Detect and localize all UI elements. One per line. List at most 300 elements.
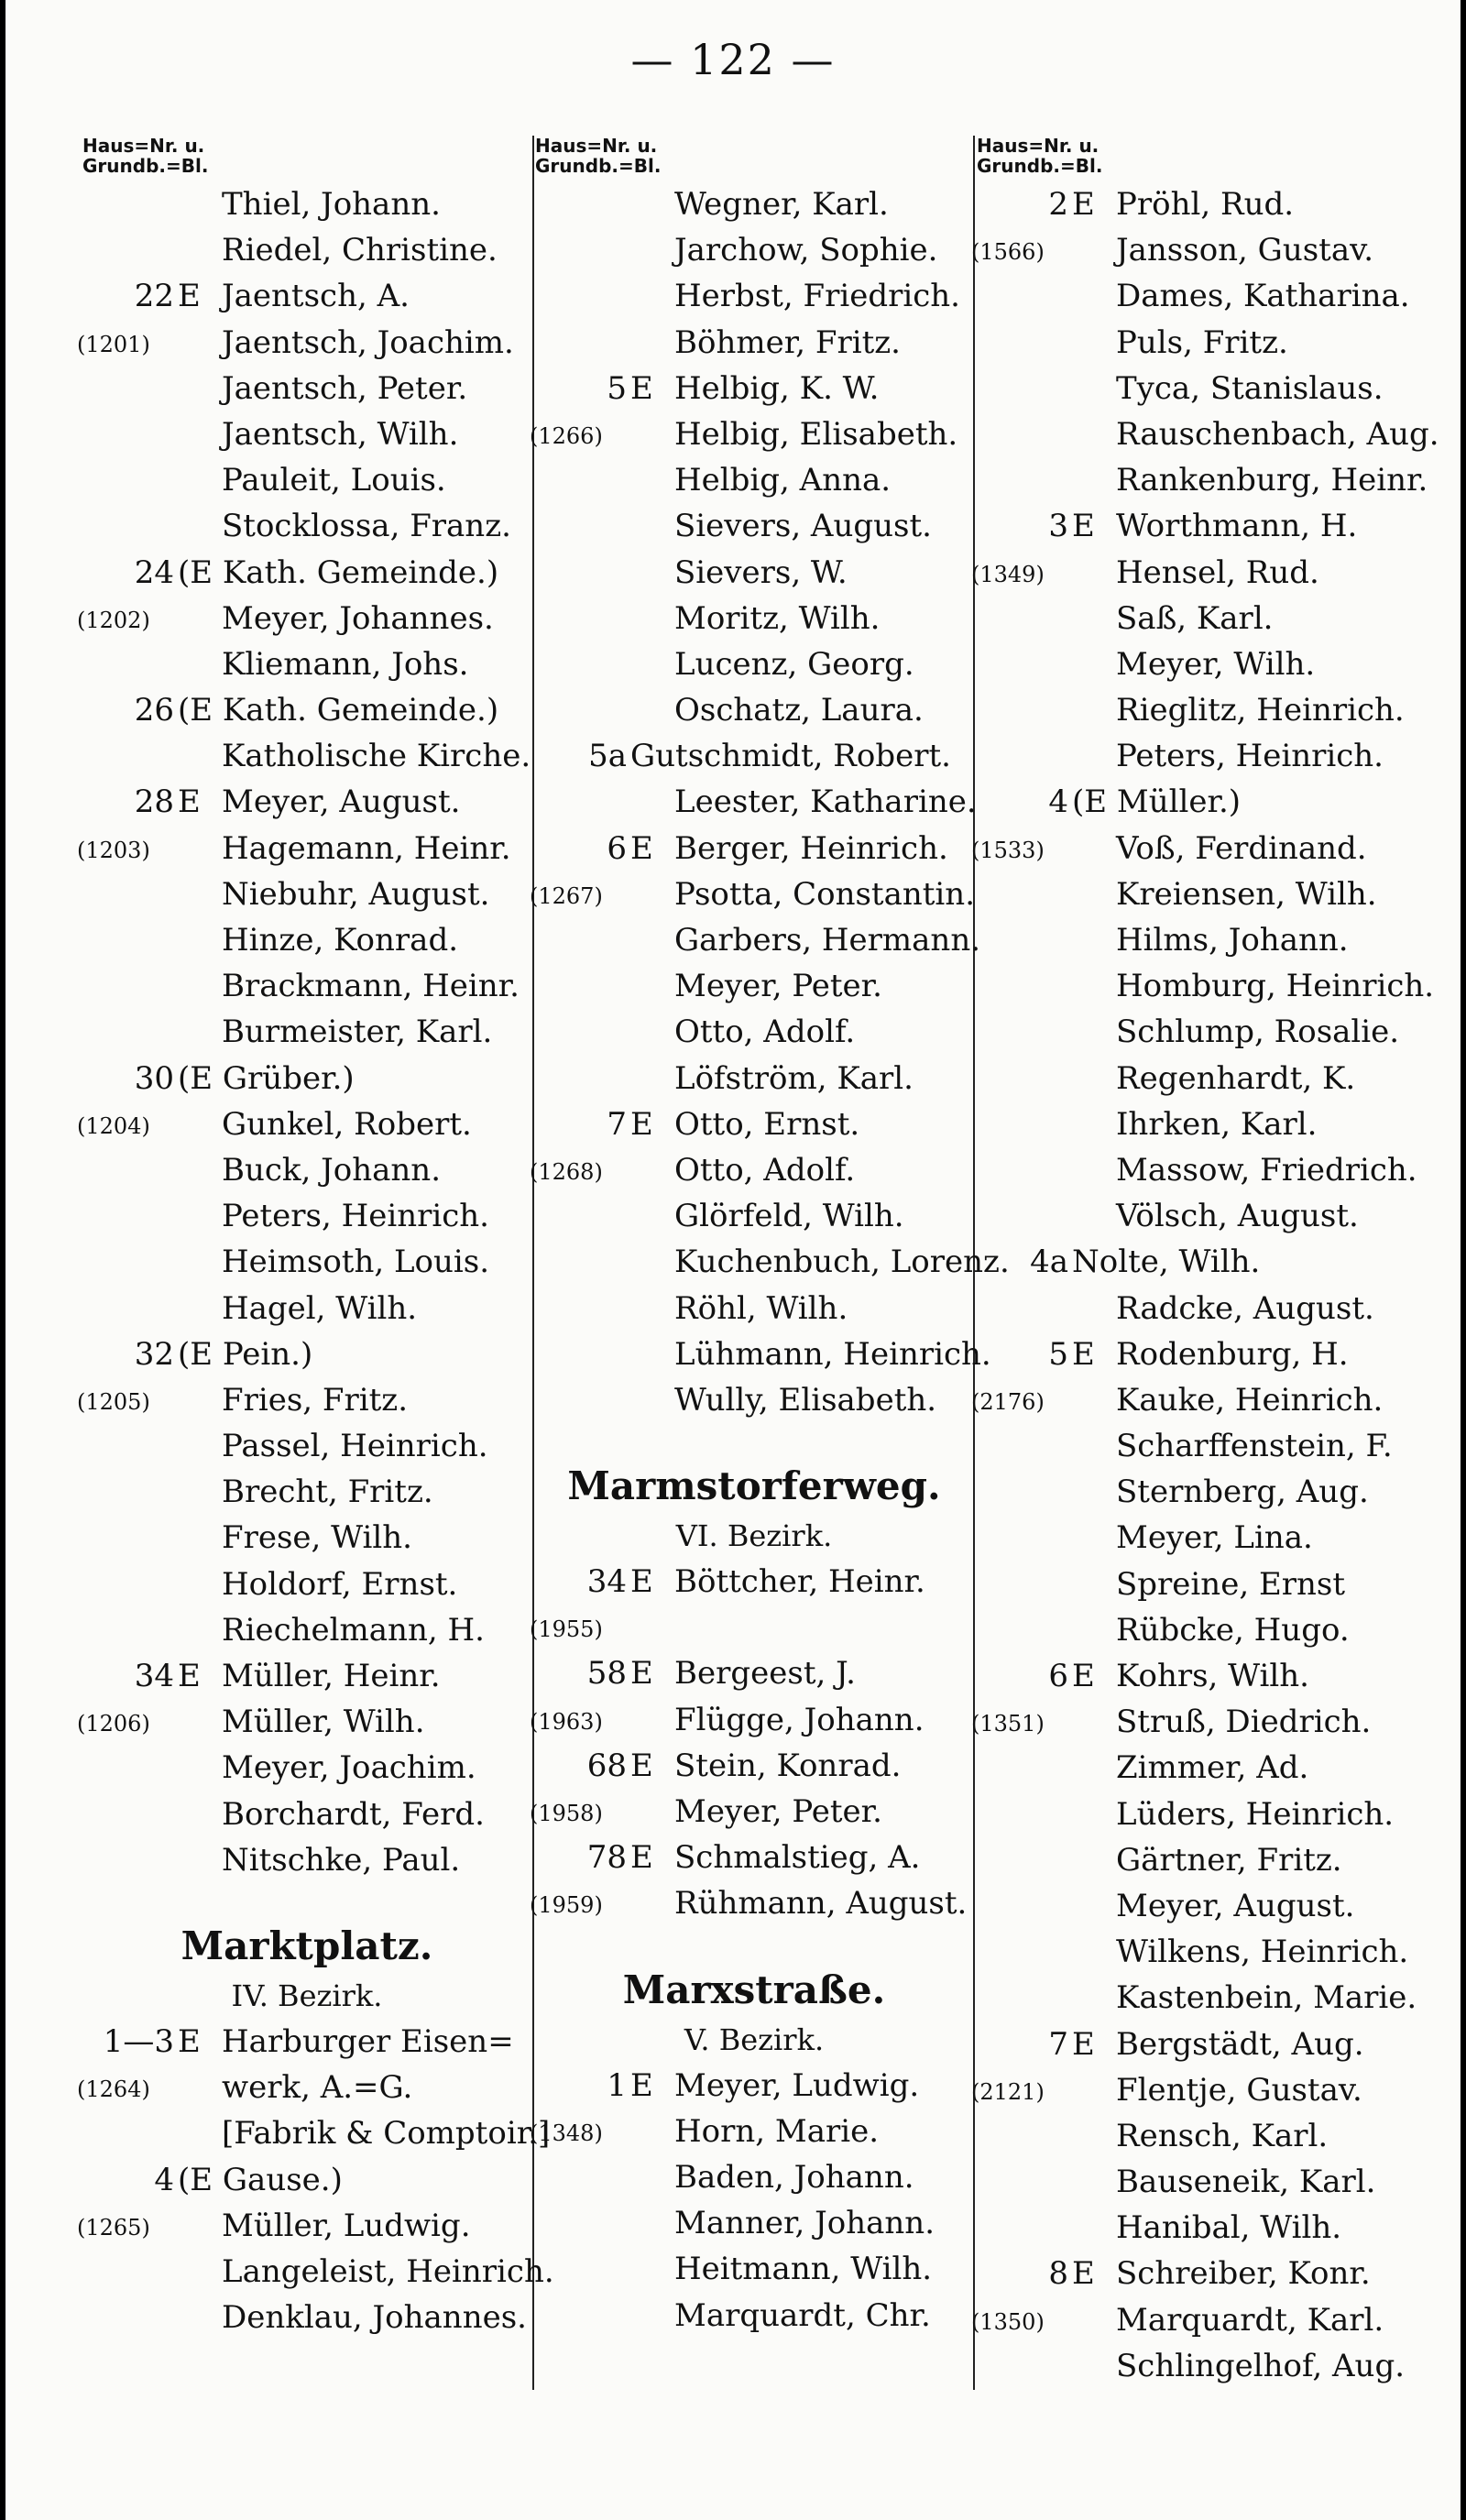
resident-name: Marquardt, Karl.	[1116, 2301, 1384, 2339]
resident-name: Baden, Johann.	[674, 2158, 914, 2196]
resident-name: Peters, Heinrich.	[222, 1198, 489, 1235]
resident-name: Böttcher, Heinr.	[674, 1563, 925, 1601]
resident-name: Helbig, Anna.	[674, 462, 892, 499]
directory-entry	[977, 1607, 1435, 1653]
resident-name: Homburg, Heinrich.	[1116, 968, 1435, 1005]
land-register-number: (1204)	[77, 1112, 150, 1139]
resident-name: Psotta, Constantin.	[674, 875, 975, 913]
resident-name: Gärtner, Fritz.	[1116, 1841, 1342, 1879]
column-header: Haus=Nr. u. Grundb.=Bl.	[535, 135, 662, 177]
directory-entry	[77, 320, 531, 366]
directory-entry	[535, 1650, 973, 1696]
land-register-number: (1566)	[971, 239, 1045, 266]
directory-entry	[971, 1377, 1435, 1423]
page-number: — 122 —	[630, 35, 836, 84]
resident-name: Lühmann, Heinrich.	[674, 1335, 991, 1373]
directory-entry	[971, 826, 1435, 871]
resident-name: Herbst, Friedrich.	[674, 278, 960, 315]
resident-name: Glörfeld, Wilh.	[674, 1198, 904, 1235]
resident-name: Frese, Wilh.	[222, 1519, 412, 1557]
resident-name: Rieglitz, Heinrich.	[1116, 692, 1405, 729]
directory-entry	[82, 963, 531, 1009]
directory-entry	[535, 227, 973, 273]
directory-entry	[977, 1193, 1435, 1239]
house-number: 32	[134, 1335, 174, 1373]
resident-name: Jaentsch, A.	[222, 278, 410, 315]
resident-name: Rodenburg, H.	[1116, 1335, 1349, 1373]
resident-name: Kastenbein, Marie.	[1116, 1979, 1417, 2017]
resident-name: Helbig, K. W.	[674, 369, 880, 407]
directory-entry	[977, 411, 1439, 457]
directory-entry	[977, 1837, 1435, 1883]
directory-entry	[535, 273, 973, 319]
directory-entry	[77, 1377, 531, 1423]
directory-entry	[82, 1607, 531, 1653]
resident-name: Radcke, August.	[1116, 1289, 1374, 1327]
resident-name: Flügge, Johann.	[674, 1701, 924, 1738]
directory-entry	[977, 779, 1435, 825]
resident-name: Sternberg, Aug.	[1116, 1474, 1369, 1511]
land-register-number: (2121)	[971, 2078, 1045, 2105]
land-register-number: (1268)	[530, 1158, 603, 1185]
directory-entry	[535, 1193, 973, 1239]
directory-entry	[82, 457, 531, 503]
owner-marker: E	[630, 1839, 653, 1877]
directory-entry	[530, 411, 973, 457]
house-number: 8	[1048, 2255, 1068, 2293]
directory-entry	[535, 826, 973, 871]
directory-entry	[82, 1147, 531, 1193]
directory-entry	[82, 1331, 531, 1377]
directory-entry	[977, 366, 1435, 411]
resident-name: Kliemann, Johs.	[222, 645, 469, 683]
directory-entry	[977, 181, 1435, 227]
land-register-number: (1203)	[77, 837, 150, 863]
resident-name: [Fabrik & Comptoir.]	[222, 2115, 551, 2153]
house-number: 24	[134, 553, 174, 591]
directory-entry	[977, 917, 1435, 963]
resident-name: Hagel, Wilh.	[222, 1289, 418, 1327]
directory-entry	[535, 550, 973, 596]
directory-entry	[977, 2021, 1435, 2067]
land-register-number: (1351)	[971, 1711, 1045, 1737]
resident-name: Schmalstieg, A.	[674, 1839, 921, 1877]
directory-entry	[82, 733, 531, 779]
resident-name: Stein, Konrad.	[674, 1747, 902, 1784]
resident-name: Borchardt, Ferd.	[222, 1795, 485, 1833]
house-number: 30	[134, 1059, 174, 1097]
directory-entry	[535, 2154, 973, 2200]
directory-entry	[535, 1331, 991, 1377]
resident-name: Pröhl, Rud.	[1116, 186, 1295, 223]
directory-entry	[535, 1056, 973, 1101]
directory-entry	[530, 1789, 973, 1835]
resident-name: Meyer, Peter.	[674, 1793, 882, 1830]
street-heading: Marktplatz.	[181, 1923, 433, 1968]
house-number: 4	[154, 2161, 174, 2198]
street-heading: Marmstorferweg.	[567, 1463, 941, 1509]
resident-name: Hilms, Johann.	[1116, 922, 1349, 959]
directory-entry	[77, 826, 531, 871]
directory-entry	[535, 320, 973, 366]
resident-name: Meyer, August.	[1116, 1887, 1355, 1924]
resident-name: Dames, Katharina.	[1116, 278, 1410, 315]
directory-entry	[82, 1791, 531, 1837]
directory-entry	[82, 641, 531, 687]
directory-entry	[535, 917, 981, 963]
house-number: 5	[1048, 1335, 1068, 1373]
resident-name: Rauschenbach, Aug.	[1116, 415, 1439, 453]
resident-name: Wegner, Karl.	[674, 186, 889, 223]
directory-entry	[977, 1975, 1435, 2021]
resident-name: Wilkens, Heinrich.	[1116, 1934, 1409, 1971]
land-register-number: (1265)	[77, 2214, 150, 2241]
resident-name: Katholische Kirche.	[222, 738, 531, 775]
resident-name: (E Müller.)	[1072, 783, 1242, 821]
directory-entry	[535, 457, 973, 503]
directory-entry	[82, 2295, 531, 2340]
directory-entry	[82, 1056, 531, 1101]
directory-entry	[82, 503, 531, 549]
house-number: 5a	[588, 738, 627, 775]
directory-entry	[82, 917, 531, 963]
land-register-number: (1533)	[971, 837, 1045, 863]
directory-entry	[82, 1837, 531, 1883]
resident-name: Saß, Karl.	[1116, 599, 1274, 637]
directory-entry	[82, 1653, 531, 1699]
resident-name: Böhmer, Fritz.	[674, 323, 901, 361]
directory-entry	[530, 871, 975, 917]
directory-entry	[77, 2203, 531, 2249]
resident-name: Bergstädt, Aug.	[1116, 2025, 1364, 2063]
directory-entry	[977, 641, 1435, 687]
resident-name: (E Kath. Gemeinde.)	[178, 692, 499, 729]
resident-name: Lüders, Heinrich.	[1116, 1795, 1395, 1833]
land-register-number: (1963)	[530, 1708, 603, 1735]
directory-entry	[977, 1791, 1435, 1837]
resident-name: Jaentsch, Joachim.	[222, 323, 514, 361]
resident-name: Völsch, August.	[1116, 1198, 1359, 1235]
resident-name: Sievers, August.	[674, 508, 932, 545]
resident-name: Kreiensen, Wilh.	[1116, 875, 1377, 913]
column-1	[77, 135, 554, 2399]
resident-name: Horn, Marie.	[674, 2112, 880, 2150]
directory-entry	[977, 457, 1435, 503]
directory-entry	[977, 1423, 1435, 1469]
resident-name: Löfström, Karl.	[674, 1059, 914, 1097]
directory-entry	[535, 1559, 973, 1605]
land-register-number: (1267)	[530, 882, 603, 909]
directory-entry	[535, 1009, 973, 1055]
resident-name: Passel, Heinrich.	[222, 1428, 488, 1465]
directory-entry	[977, 320, 1435, 366]
house-number: 78	[586, 1839, 627, 1877]
resident-name: Garbers, Hermann.	[674, 922, 981, 959]
land-register-number: (1955)	[530, 1616, 603, 1643]
directory-entry	[977, 2113, 1435, 2159]
house-number: 26	[134, 692, 174, 729]
resident-name: Kuchenbuch, Lorenz.	[674, 1244, 1010, 1281]
directory-entry	[82, 687, 531, 733]
owner-marker: E	[178, 278, 201, 315]
street-heading: Marxstraße.	[622, 1967, 886, 2012]
directory-entry	[82, 227, 531, 273]
resident-name: Otto, Ernst.	[674, 1105, 860, 1143]
resident-name: Bergeest, J.	[674, 1655, 856, 1693]
owner-marker: E	[630, 829, 653, 867]
directory-entry	[82, 550, 531, 596]
owner-marker: E	[1072, 2255, 1095, 2293]
column-3	[971, 135, 1439, 2399]
resident-name: Puls, Fritz.	[1116, 323, 1288, 361]
owner-marker: E	[630, 1655, 653, 1693]
directory-entry	[535, 641, 973, 687]
directory-entry	[535, 596, 973, 641]
directory-entry	[535, 2063, 973, 2109]
owner-marker: E	[178, 2022, 201, 2060]
directory-entry	[977, 2251, 1435, 2296]
directory-entry	[82, 1239, 531, 1285]
resident-name: Zimmer, Ad.	[1116, 1749, 1309, 1787]
directory-entry	[535, 1835, 973, 1880]
directory-entry	[82, 1423, 531, 1469]
resident-name: Kauke, Heinrich.	[1116, 1381, 1384, 1419]
directory-entry	[82, 779, 531, 825]
resident-name: (E Pein.)	[178, 1335, 313, 1373]
house-number: 34	[134, 1658, 174, 1694]
directory-entry	[535, 366, 973, 411]
district-label: IV. Bezirk.	[231, 1978, 383, 2013]
directory-entry	[977, 1469, 1435, 1515]
directory-entry	[977, 1745, 1435, 1791]
resident-name: Stocklossa, Franz.	[222, 508, 511, 545]
directory-entry	[535, 963, 973, 1009]
house-number: 2	[1048, 186, 1068, 223]
house-number: 1	[607, 2066, 627, 2104]
resident-name: Müller, Ludwig.	[222, 2207, 471, 2244]
resident-name: Jarchow, Sophie.	[674, 232, 938, 269]
directory-entry	[977, 1929, 1435, 1975]
resident-name: Kohrs, Wilh.	[1116, 1658, 1309, 1694]
resident-name: Massow, Friedrich.	[1116, 1151, 1417, 1189]
directory-entry	[977, 687, 1435, 733]
directory-entry	[530, 2109, 973, 2154]
directory-entry	[971, 2067, 1435, 2113]
resident-name: (E Gause.)	[178, 2161, 343, 2198]
resident-name: Jansson, Gustav.	[1116, 232, 1374, 269]
house-number: 7	[1048, 2025, 1068, 2063]
directory-entry	[82, 1193, 531, 1239]
resident-name: Meyer, Johannes.	[222, 599, 494, 637]
house-number: 6	[607, 829, 627, 867]
directory-entry	[82, 1515, 531, 1561]
resident-name: Worthmann, H.	[1116, 508, 1358, 545]
resident-name: Peters, Heinrich.	[1116, 738, 1384, 775]
resident-name: Marquardt, Chr.	[674, 2296, 931, 2334]
directory-entry	[82, 1286, 531, 1331]
resident-name: Meyer, August.	[222, 783, 461, 821]
directory-entry	[977, 963, 1435, 1009]
column-header: Haus=Nr. u. Grundb.=Bl.	[977, 135, 1103, 177]
resident-name: Meyer, Peter.	[674, 968, 882, 1005]
resident-name: Ihrken, Karl.	[1116, 1105, 1318, 1143]
owner-marker: E	[630, 2066, 653, 2104]
land-register-number: (1266)	[530, 422, 603, 449]
resident-name: Hagemann, Heinr.	[222, 829, 511, 867]
directory-entry	[977, 1009, 1435, 1055]
directory-entry	[977, 1147, 1435, 1193]
resident-name: Meyer, Joachim.	[222, 1749, 476, 1787]
resident-name: Heitmann, Wilh.	[674, 2251, 933, 2288]
resident-name: Röhl, Wilh.	[674, 1289, 848, 1327]
directory-entry	[977, 273, 1435, 319]
directory-entry	[77, 1101, 531, 1147]
owner-marker: E	[1072, 508, 1095, 545]
resident-name: Rühmann, August.	[674, 1885, 968, 1923]
house-number: 28	[134, 783, 174, 821]
directory-entry	[977, 871, 1435, 917]
land-register-number: (1201)	[77, 331, 150, 357]
owner-marker: E	[1072, 186, 1095, 223]
resident-name: Struß, Diedrich.	[1116, 1704, 1372, 1741]
directory-entry	[977, 2343, 1435, 2389]
directory-entry	[535, 2200, 973, 2246]
resident-name: Riechelmann, H.	[222, 1611, 485, 1649]
resident-name: Scharffenstein, F.	[1116, 1428, 1393, 1465]
directory-entry	[82, 181, 531, 227]
directory-entry	[535, 2246, 973, 2292]
directory-entry	[82, 1009, 531, 1055]
resident-name: Spreine, Ernst	[1116, 1565, 1346, 1603]
resident-name: Holdorf, Ernst.	[222, 1565, 458, 1603]
house-number: 1—3	[103, 2022, 174, 2060]
resident-name: Oschatz, Laura.	[674, 692, 924, 729]
directory-entry	[971, 227, 1435, 273]
resident-name: Moritz, Wilh.	[674, 599, 881, 637]
resident-name: Schlingelhof, Aug.	[1116, 2347, 1406, 2384]
directory-entry	[977, 1286, 1435, 1331]
resident-name: Otto, Adolf.	[674, 1013, 856, 1051]
directory-entry	[82, 2157, 531, 2203]
resident-name: Berger, Heinrich.	[674, 829, 948, 867]
resident-name: Flentje, Gustav.	[1116, 2071, 1362, 2109]
resident-name: Schlump, Rosalie.	[1116, 1013, 1400, 1051]
resident-name: Wully, Elisabeth.	[674, 1381, 937, 1419]
directory-entry	[971, 1699, 1435, 1745]
resident-name: Müller, Wilh.	[222, 1704, 425, 1741]
resident-name: Meyer, Lina.	[1116, 1519, 1313, 1557]
house-number: 4	[1048, 783, 1068, 821]
resident-name: Nitschke, Paul.	[222, 1841, 461, 1879]
directory-entry	[530, 1697, 973, 1743]
directory-entry	[535, 503, 973, 549]
directory-entry	[977, 1653, 1435, 1699]
resident-name: Meyer, Ludwig.	[674, 2066, 920, 2104]
owner-marker: E	[1072, 1658, 1095, 1694]
resident-name: (E Kath. Gemeinde.)	[178, 553, 499, 591]
resident-name: Fries, Fritz.	[222, 1381, 409, 1419]
resident-name: Bauseneik, Karl.	[1116, 2164, 1376, 2201]
directory-entry	[535, 1286, 973, 1331]
directory-entry	[977, 1239, 1435, 1285]
directory-entry	[977, 2205, 1435, 2251]
resident-name: Schreiber, Konr.	[1116, 2255, 1371, 2293]
land-register-number: (1959)	[530, 1892, 603, 1919]
directory-entry	[82, 2249, 554, 2295]
resident-name: Brackmann, Heinr.	[222, 968, 520, 1005]
directory-entry	[530, 1880, 973, 1926]
directory-entry	[77, 596, 531, 641]
directory-entry	[77, 2065, 531, 2110]
resident-name: Rankenburg, Heinr.	[1116, 462, 1428, 499]
directory-entry	[977, 1331, 1435, 1377]
column-header: Haus=Nr. u. Grundb.=Bl.	[82, 135, 209, 177]
directory-entry	[977, 1561, 1435, 1607]
land-register-number: (1348)	[530, 2120, 603, 2146]
resident-name: Brecht, Fritz.	[222, 1474, 433, 1511]
resident-name: werk, A.=G.	[222, 2069, 413, 2107]
owner-marker: E	[178, 1658, 201, 1694]
resident-name: Otto, Adolf.	[674, 1151, 856, 1189]
resident-name: Gunkel, Robert.	[222, 1105, 472, 1143]
resident-name: Heimsoth, Louis.	[222, 1244, 490, 1281]
resident-name: Thiel, Johann.	[222, 186, 441, 223]
land-register-number: (1958)	[530, 1801, 603, 1826]
owner-marker: E	[630, 369, 653, 407]
column-divider	[532, 136, 534, 2390]
directory-entry	[530, 1605, 973, 1650]
directory-entry	[977, 503, 1435, 549]
resident-name: Jaentsch, Wilh.	[222, 415, 459, 453]
directory-entry	[977, 1101, 1435, 1147]
resident-name: Müller, Heinr.	[222, 1658, 441, 1694]
resident-name: Leester, Katharine.	[674, 783, 977, 821]
directory-entry	[530, 1147, 973, 1193]
resident-name: Meyer, Wilh.	[1116, 645, 1316, 683]
resident-name: Regenhardt, K.	[1116, 1059, 1356, 1097]
directory-entry	[82, 2110, 551, 2156]
resident-name: Pauleit, Louis.	[222, 462, 446, 499]
house-number: 7	[607, 1105, 627, 1143]
resident-name: (E Grüber.)	[178, 1059, 355, 1097]
directory-entry	[971, 2297, 1435, 2343]
directory-entry	[535, 687, 973, 733]
house-number: 6	[1048, 1658, 1068, 1694]
owner-marker: E	[1072, 1335, 1095, 1373]
resident-name: Niebuhr, August.	[222, 875, 490, 913]
resident-name: Buck, Johann.	[222, 1151, 442, 1189]
resident-name: Tyca, Stanislaus.	[1116, 369, 1384, 407]
resident-name: Manner, Johann.	[674, 2205, 935, 2242]
resident-name: Jaentsch, Peter.	[222, 369, 468, 407]
resident-name: Helbig, Elisabeth.	[674, 415, 958, 453]
owner-marker: E	[178, 783, 201, 821]
house-number: 68	[586, 1747, 627, 1784]
land-register-number: (1205)	[77, 1388, 150, 1415]
land-register-number: (1350)	[971, 2308, 1045, 2335]
resident-name: Rübcke, Hugo.	[1116, 1611, 1350, 1649]
resident-name: Voß, Ferdinand.	[1116, 829, 1367, 867]
directory-entry	[977, 733, 1435, 779]
resident-name: Riedel, Christine.	[222, 232, 498, 269]
directory-entry	[977, 1883, 1435, 1929]
directory-entry	[535, 779, 977, 825]
directory-entry	[535, 1743, 973, 1789]
resident-name: Hensel, Rud.	[1116, 553, 1319, 591]
land-register-number: (1349)	[971, 561, 1045, 587]
directory-page	[5, 0, 1461, 2520]
resident-name: Burmeister, Karl.	[222, 1013, 493, 1051]
